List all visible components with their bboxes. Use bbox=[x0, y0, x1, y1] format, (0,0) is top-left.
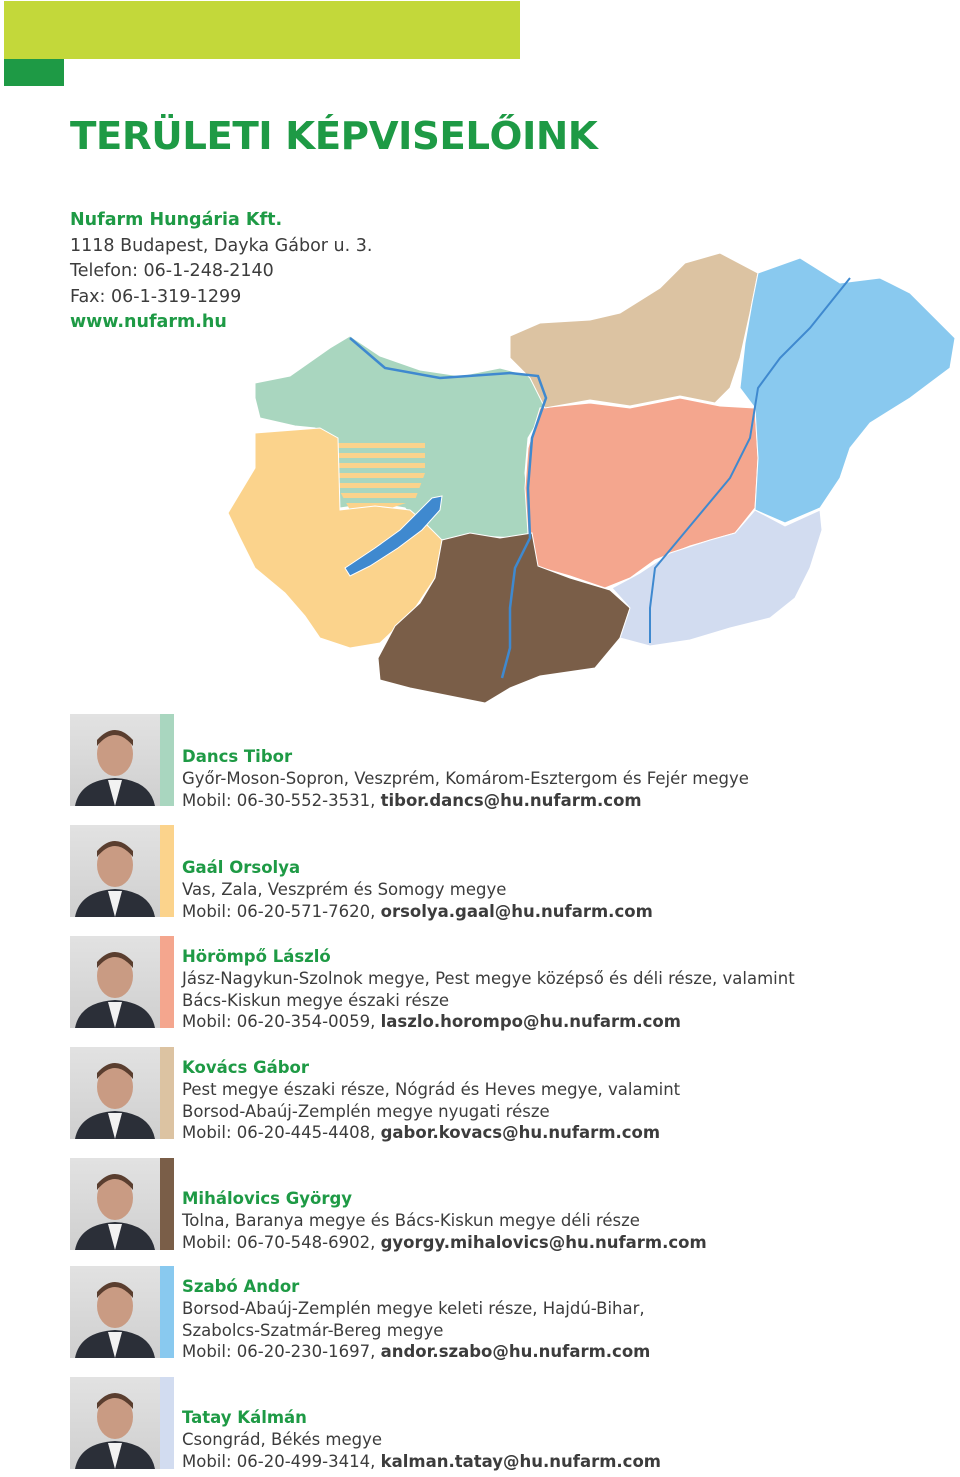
email-link[interactable]: gabor.kovacs@hu.nufarm.com bbox=[380, 1123, 661, 1143]
representative-contact bbox=[182, 901, 653, 923]
email-link[interactable]: kalman.tatay@hu.nufarm.com bbox=[380, 1451, 661, 1471]
representative-area: Tolna, Baranya megye és Bács-Kiskun megye déli része bbox=[182, 1210, 640, 1230]
representative-area: Győr-Moson-Sopron, Veszprém, Komárom-Esztergom és Fejér megye bbox=[182, 768, 749, 788]
representative-photo bbox=[70, 936, 160, 1028]
region-color-stripe bbox=[160, 1158, 174, 1250]
representative-area: Bács-Kiskun megye északi része bbox=[182, 990, 450, 1010]
mobile-number: Mobil: 06-70-548-6902, bbox=[182, 1232, 381, 1252]
mobile-number: Mobil: 06-30-552-3531, bbox=[182, 790, 381, 810]
mobile-number: Mobil: 06-20-499-3414, bbox=[182, 1451, 381, 1471]
representative-name: Mihálovics György bbox=[182, 1189, 353, 1208]
representative-photo bbox=[70, 714, 160, 806]
page-title: TERÜLETI KÉPVISELŐINK bbox=[70, 114, 598, 158]
region-north bbox=[510, 253, 758, 408]
representative-name: Gaál Orsolya bbox=[182, 858, 301, 877]
email-link[interactable]: andor.szabo@hu.nufarm.com bbox=[380, 1342, 651, 1362]
representative-contact bbox=[182, 1011, 795, 1033]
mobile-number: Mobil: 06-20-571-7620, bbox=[182, 901, 381, 921]
region-color-stripe bbox=[160, 1377, 174, 1469]
representative-photo bbox=[70, 1047, 160, 1139]
representative-name: Tatay Kálmán bbox=[182, 1408, 307, 1427]
representative-contact bbox=[182, 790, 749, 812]
region-color-stripe bbox=[160, 714, 174, 806]
representative-details bbox=[182, 746, 749, 811]
representative-area: Borsod-Abaúj-Zemplén megye keleti része, Hajdú-Bihar, bbox=[182, 1298, 645, 1318]
mobile-number: Mobil: 06-20-445-4408, bbox=[182, 1123, 381, 1143]
representative-area: Csongrád, Békés megye bbox=[182, 1429, 383, 1449]
region-color-stripe bbox=[160, 1266, 174, 1358]
representative-contact bbox=[182, 1232, 707, 1254]
email-link[interactable]: tibor.dancs@hu.nufarm.com bbox=[380, 790, 642, 810]
representative-area: Borsod-Abaúj-Zemplén megye nyugati része bbox=[182, 1101, 550, 1121]
region-color-stripe bbox=[160, 825, 174, 917]
header-green-block bbox=[4, 59, 64, 86]
company-phone: Telefon: 06-1-248-2140 bbox=[70, 261, 274, 281]
representative-details bbox=[182, 946, 795, 1033]
representative-name: Dancs Tibor bbox=[182, 747, 293, 766]
representative-details bbox=[182, 1057, 680, 1144]
representative-name: Hörömpő László bbox=[182, 947, 331, 966]
mobile-number: Mobil: 06-20-354-0059, bbox=[182, 1012, 381, 1032]
representative-photo bbox=[70, 1377, 160, 1469]
representative-photo bbox=[70, 1158, 160, 1250]
company-website-link[interactable]: www.nufarm.hu bbox=[70, 312, 227, 332]
representative-photo bbox=[70, 825, 160, 917]
email-link[interactable]: gyorgy.mihalovics@hu.nufarm.com bbox=[380, 1232, 707, 1252]
representative-area: Pest megye északi része, Nógrád és Heves megye, valamint bbox=[182, 1079, 681, 1099]
email-link[interactable]: laszlo.horompo@hu.nufarm.com bbox=[380, 1012, 681, 1032]
representative-details bbox=[182, 1276, 650, 1363]
region-northeast bbox=[740, 258, 955, 523]
representative-contact bbox=[182, 1122, 680, 1144]
representative-details bbox=[182, 1188, 707, 1253]
company-name: Nufarm Hungária Kft. bbox=[70, 210, 283, 230]
representative-details bbox=[182, 857, 653, 922]
email-link[interactable]: orsolya.gaal@hu.nufarm.com bbox=[380, 901, 653, 921]
header-lime-bar bbox=[4, 1, 520, 59]
company-fax: Fax: 06-1-319-1299 bbox=[70, 286, 242, 307]
representative-area: Jász-Nagykun-Szolnok megye, Pest megye középső és déli része, valamint bbox=[182, 968, 795, 988]
representative-area: Vas, Zala, Veszprém és Somogy megye bbox=[182, 879, 507, 899]
representative-details bbox=[182, 1407, 661, 1472]
representative-photo bbox=[70, 1266, 160, 1358]
representative-name: Szabó Andor bbox=[182, 1277, 300, 1296]
representative-contact bbox=[182, 1341, 650, 1363]
mobile-number: Mobil: 06-20-230-1697, bbox=[182, 1342, 381, 1362]
region-color-stripe bbox=[160, 936, 174, 1028]
region-overlap-striped bbox=[338, 438, 425, 510]
representative-contact bbox=[182, 1451, 661, 1473]
representative-name: Kovács Gábor bbox=[182, 1058, 310, 1077]
representative-area: Szabolcs-Szatmár-Bereg megye bbox=[182, 1320, 444, 1340]
region-color-stripe bbox=[160, 1047, 174, 1139]
hungary-regions-map bbox=[210, 248, 960, 708]
company-address: 1118 Budapest, Dayka Gábor u. 3. bbox=[70, 235, 373, 256]
